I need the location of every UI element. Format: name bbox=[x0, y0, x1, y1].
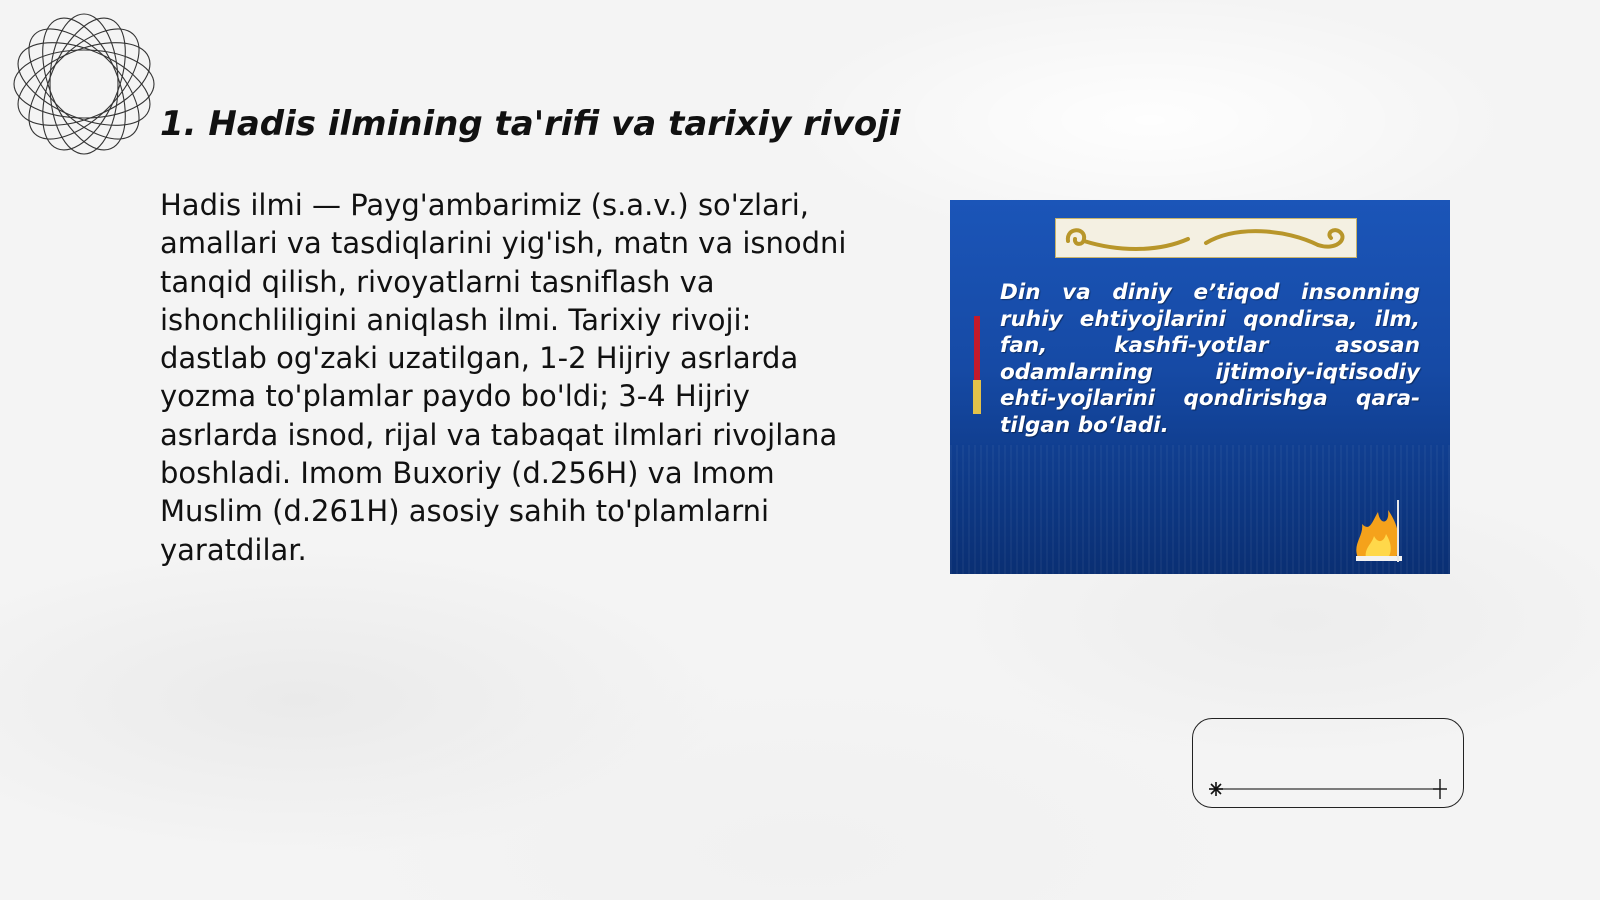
slide-body-text: Hadis ilmi — Payg'ambarimiz (s.a.v.) so'zlari, amallari va tasdiqlarini yig'ish, matn va isnodni tanqid qilish, rivoyatlarni tasniflash va ishonchliligini aniqlash ilmi. Tarixiy rivoji: dastlab og'zaki uzatilgan, 1-2 Hijriy asrlarda yozma to'plamlar paydo bo'ldi; 3-4 Hijriy asrlarda isnod, rijal va tabaqat ilmlari rivojlana boshladi. Imom Buxoriy (d.256H) va Imom Muslim (d.261H) asosiy sahih to'plamlarni yaratdilar. bbox=[160, 188, 847, 567]
picture-text: Din va diniy e’tiqod insonning ruhiy ehtiyojlarini qondirsa, ilm, fan, kashfi-yotlar asosan odamlarning ijtimoiy-iqtisodiy ehti-yojlarini qondirishga qara-tilgan bo‘ladi. bbox=[1000, 280, 1420, 438]
slide-picture bbox=[950, 200, 1450, 574]
star-icon bbox=[1209, 782, 1223, 796]
fire-icon bbox=[1348, 492, 1410, 564]
slide-title: 1. Hadis ilmining ta'rifi va tarixiy rivoji bbox=[160, 104, 901, 144]
scroll-band bbox=[1055, 218, 1357, 258]
candle-bar-icon bbox=[972, 316, 982, 414]
decorative-frame bbox=[1192, 718, 1464, 808]
curl-ornament-icon bbox=[1056, 219, 1356, 257]
spirograph-circle-icon bbox=[10, 10, 158, 158]
sparkle-icon bbox=[1433, 779, 1447, 799]
